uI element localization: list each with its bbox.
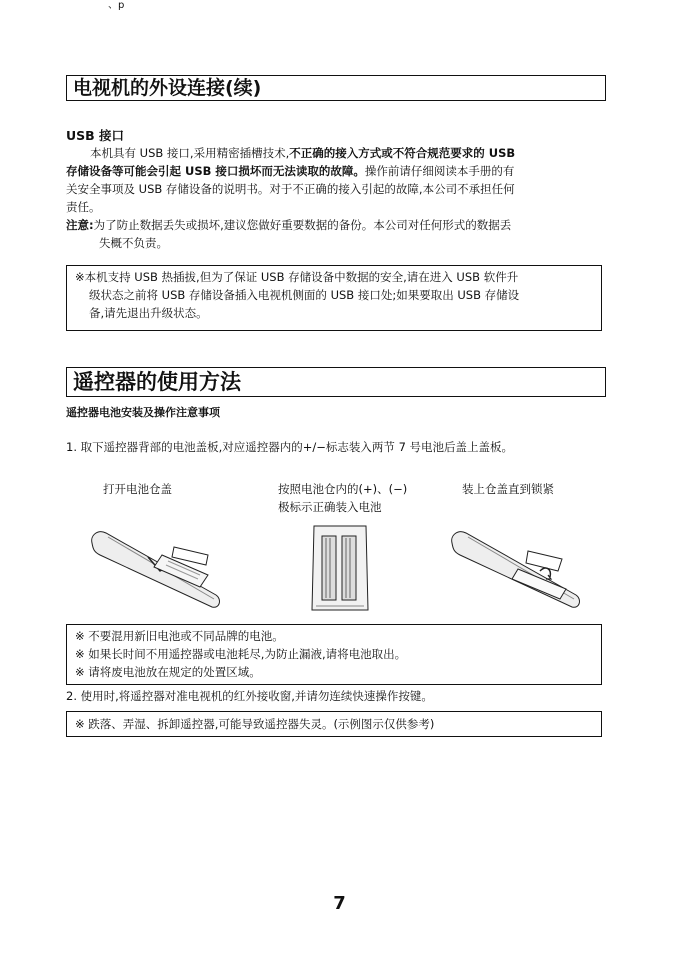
note-line-1: 为了防止数据丢失或损坏,建议您做好重要数据的备份。本公司对任何形式的数据丢 [93, 218, 512, 232]
caption-open-cover: 打开电池仓盖 [103, 482, 172, 496]
battery-warning-3: ※ 请将废电池放在规定的处置区域。 [75, 665, 261, 679]
remote-subtitle: 遥控器电池安装及操作注意事项 [66, 406, 220, 419]
section-title-peripheral: 电视机的外设连接(续) [66, 75, 606, 101]
hotplug-notice-box [66, 265, 602, 331]
caption-close-cover: 装上仓盖直到锁紧 [462, 482, 554, 496]
hotplug-line-3: 备,请先退出升级状态。 [89, 306, 208, 320]
usb-line-1 [66, 144, 606, 162]
remote-caution-text: ※ 跌落、弄湿、拆卸遥控器,可能导致遥控器失灵。(示例图示仅供参考) [75, 717, 435, 731]
usb-note [66, 216, 606, 234]
note-label: 注意: [66, 218, 94, 232]
battery-warning-1: ※ 不要混用新旧电池或不同品牌的电池。 [75, 629, 284, 643]
header-mark: 、p [108, 0, 125, 11]
usb-line-3: 关安全事项及 USB 存储设备的说明书。对于不正确的接入引起的故障,本公司不承担任何 [66, 182, 515, 196]
step-1: 1. 取下遥控器背部的电池盖板,对应遥控器内的+/−标志装入两节 7 号电池后盖上盖板。 [66, 440, 514, 454]
battery-compartment-illustration [308, 522, 372, 612]
page-number: 7 [333, 893, 346, 914]
remote-caution-box [66, 711, 602, 737]
usb-line-2 [66, 162, 606, 180]
usb-line-2-normal: 操作前请仔细阅读本手册的有 [364, 164, 515, 178]
section-title-remote: 遥控器的使用方法 [66, 367, 606, 397]
usb-subtitle: USB 接口 [66, 128, 125, 143]
hotplug-line-2: 级状态之前将 USB 存储设备插入电视机侧面的 USB 接口处;如果要取出 USB 存储设 [89, 288, 520, 302]
usb-note-line-2: 失概不负责。 [99, 236, 168, 250]
step-2: 2. 使用时,将遥控器对准电视机的红外接收窗,并请勿连续快速操作按键。 [66, 689, 433, 703]
hotplug-line-1: ※本机支持 USB 热插拔,但为了保证 USB 存储设备中数据的安全,请在进入 USB 软件升 [75, 270, 519, 284]
usb-line-1-normal: 本机具有 USB 接口,采用精密插槽技术, [90, 146, 290, 160]
caption-insert-line-1: 按照电池仓内的(+)、(−) [278, 482, 408, 496]
usb-line-2-bold: 存储设备等可能会引起 USB 接口损坏而无法读取的故障。 [66, 164, 365, 178]
remote-close-cover-illustration [448, 525, 588, 615]
usb-line-4: 责任。 [66, 200, 101, 214]
battery-warnings-box [66, 624, 602, 685]
caption-insert-line-2: 极标示正确装入电池 [278, 500, 382, 514]
remote-open-cover-illustration [88, 525, 228, 615]
usb-line-1-bold: 不正确的接入方式或不符合规范要求的 USB [289, 146, 516, 160]
battery-warning-2: ※ 如果长时间不用遥控器或电池耗尽,为防止漏液,请将电池取出。 [75, 647, 407, 661]
usb-paragraph [66, 144, 606, 252]
caption-insert-batteries [278, 480, 407, 516]
